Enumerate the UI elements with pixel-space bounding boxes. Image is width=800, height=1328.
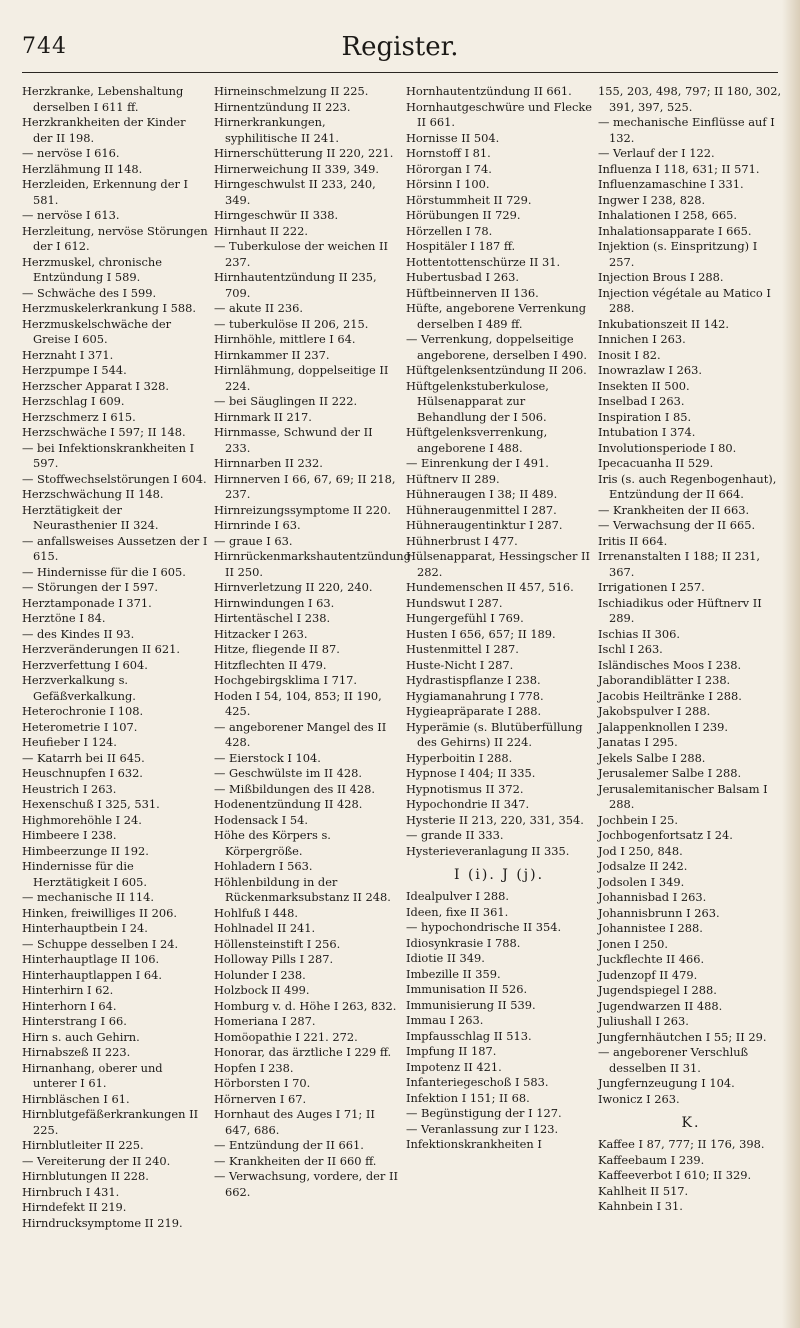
index-entry: Hinterstrang I 66. [22,1014,127,1028]
index-entry: Hundemenschen II 457, 516. [406,580,574,594]
index-entry: Hörzellen I 78. [406,223,493,238]
header-rule [22,72,778,73]
index-entry: Inkubationszeit II 142. [598,316,729,331]
index-entry: Jonen I 250. [598,936,668,951]
index-entry: Hodensack I 54. [214,812,308,827]
index-entry: Himbeere I 238. [22,828,117,842]
index-entry: Innichen I 263. [598,332,686,346]
index-entry: Inhalationsapparate I 665. [598,223,752,238]
index-entry: Hirnnarben II 232. [214,456,323,470]
index-column-4 [598,84,782,1215]
index-entry: — Schwäche des I 599. [22,285,157,300]
index-entry: 155, 203, 498, 797; II 180, 302, 391, 397, 525. [598,84,782,114]
index-entry: Husten I 656, 657; II 189. [406,626,556,641]
index-entry: Hühneraugentinktur I 287. [406,518,563,532]
index-entry: Hitze, fliegende II 87. [214,642,340,656]
index-entry: Herzschlag I 609. [22,394,125,408]
index-entry: Herzscher Apparat I 328. [22,378,170,393]
page-number: 744 [22,34,67,59]
index-entry: Herznaht I 371. [22,347,114,362]
index-entry: Hospitäler I 187 ff. [406,239,516,253]
index-entry: Herztätigkeit der Neurasthenier II 324. [22,502,159,532]
index-entry: Judenzopf II 479. [598,967,698,982]
index-entry: Hirneinschmelzung II 225. [214,84,369,98]
index-entry: Kaffeeverbot I 610; II 329. [598,1168,752,1182]
index-entry: Herzschwäche I 597; II 148. [22,425,186,439]
index-entry: — bei Säuglingen II 222. [214,394,358,408]
index-entry: Infektionskrankheiten I [406,1137,542,1151]
index-entry: — Tuberkulose der weichen II 237. [214,239,389,269]
index-entry: Holunder I 238. [214,967,306,982]
index-entry: Hühneraugenmittel I 287. [406,502,557,517]
index-entry: Hinken, freiwilliges II 206. [22,905,177,920]
index-entry: Heuschnupfen I 632. [22,766,143,780]
index-entry: Hornisse II 504. [406,130,500,145]
index-entry: Himbeerzunge II 192. [22,843,149,858]
index-entry: Hirngeschwulst II 233, 240, 349. [214,177,376,207]
index-entry: Herzmuskel, chronische Entzündung I 589. [22,254,162,284]
index-entry: Hirnbruch I 431. [22,1184,120,1199]
index-entry: Herztöne I 84. [22,611,106,625]
index-entry: Heufieber I 124. [22,735,117,749]
index-entry: Homeriana I 287. [214,1014,316,1028]
index-entry: Inselbad I 263. [598,394,685,408]
index-entry: Immau I 263. [406,1013,484,1027]
index-entry: — Verwachsung, vordere, der II 662. [214,1169,398,1199]
index-entry: Inowrazlaw I 263. [598,363,702,377]
index-column-3 [406,84,592,1153]
index-entry: Hirndefekt II 219. [22,1200,127,1214]
index-entry: — anfallsweises Aussetzen der I 615. [22,533,208,563]
index-entry: — Begünstigung der I 127. [406,1106,562,1120]
index-entry: Hirnblutleiter II 225. [22,1138,144,1152]
index-entry: Hüftgelenksverrenkung, angeborene I 488. [406,425,548,455]
index-entry: — nervöse I 613. [22,208,120,222]
index-entry: Imbezille II 359. [406,966,501,981]
index-entry: Hüftgelenkstuberkulose, Hülsenapparat zur Behandlung der I 506. [406,378,549,424]
index-entry: Johannisbad I 263. [598,890,707,904]
index-entry: Herzmuskelerkrankung I 588. [22,301,197,315]
index-entry: — Hindernisse für die I 605. [22,564,186,579]
index-entry: Jugendwarzen II 488. [598,998,723,1013]
index-entry: Hirnlähmung, doppelseitige II 224. [214,363,389,393]
index-entry: Hydrastispflanze I 238. [406,673,541,687]
index-entry: Hundswut I 287. [406,595,503,610]
index-entry: — Entzündung der II 661. [214,1138,364,1152]
index-entry: Hyperboitin I 288. [406,750,513,765]
index-entry: Herztamponade I 371. [22,595,152,610]
index-entry: Jaborandiblätter I 238. [598,673,731,687]
index-entry: Infektion I 151; II 68. [406,1090,530,1105]
index-entry: Hühnerbrust I 477. [406,533,518,548]
index-entry: Hirnerkrankungen, syphilitische II 241. [214,115,339,145]
section-heading: I (i). J (j). [453,867,545,883]
index-entry: Involutionsperiode I 80. [598,440,737,455]
index-entry: — mechanische Einflüsse auf I 132. [598,115,775,145]
index-entry: Hirnmark II 217. [214,409,312,424]
index-entry: Hülsenapparat, Hessingscher II 282. [406,549,591,579]
index-entry: — angeborener Verschluß desselben II 31. [598,1045,749,1075]
index-entry: Hyperämie (s. Blutüberfüllung des Gehirns) II 224. [406,719,583,749]
index-entry: Jungfernhäutchen I 55; II 29. [598,1029,767,1044]
index-column-2 [214,84,411,1200]
index-entry: Infanteriegeschoß I 583. [406,1075,549,1089]
index-entry: Hirnverletzung II 220, 240. [214,580,373,594]
index-entry: Ischiadikus oder Hüftnerv II 289. [598,595,762,625]
index-entry: Hygiamanahrung I 778. [406,688,544,703]
index-entry: Hirnnerven I 66, 67, 69; II 218, 237. [214,471,396,501]
index-entry: Höhlenbildung in der Rückenmarksubstanz II 248. [214,874,391,904]
index-entry: — Eierstock I 104. [214,750,321,765]
index-entry: Insekten II 500. [598,378,690,393]
section-heading: K. [681,1115,701,1131]
index-entry: Hirnblutgefäßerkrankungen II 225. [22,1107,199,1137]
index-entry: Herzpumpe I 544. [22,363,127,377]
index-entry: Hypnotismus II 372. [406,781,524,796]
index-entry: Janatas I 295. [598,735,678,749]
index-entry: Injection Brous I 288. [598,270,724,284]
index-entry: Hornhautentzündung II 661. [406,84,572,98]
index-entry: Hüfte, angeborene Verrenkung derselben I 489 ff. [406,301,586,331]
index-entry: Ingwer I 238, 828. [598,192,706,207]
index-entry: — hypochondrische II 354. [406,920,562,934]
index-entry: Hörübungen II 729. [406,208,521,222]
index-entry: Jungfernzeugung I 104. [598,1076,735,1090]
index-entry: — graue I 63. [214,533,293,548]
index-entry: — Einrenkung der I 491. [406,456,549,470]
index-entry: Hirnblutungen II 228. [22,1169,149,1183]
index-entry: Idealpulver I 288. [406,889,509,903]
index-entry: — des Kindes II 93. [22,626,135,641]
index-entry: Immunisierung II 539. [406,997,536,1012]
index-entry: — mechanische II 114. [22,890,154,904]
index-entry: Kaffeebaum I 239. [598,1152,705,1167]
index-entry: Hottentottenschürze II 31. [406,254,561,269]
index-entry: Hirnreizungssymptome II 220. [214,502,391,517]
index-entry: Herzkrankheiten der Kinder der II 198. [22,115,186,145]
index-entry: Iritis II 664. [598,533,668,548]
index-entry: Höhe des Körpers s. Körpergröße. [214,828,331,858]
index-entry: Hornhautgeschwüre und Flecke II 661. [406,99,592,129]
page-title: Register. [341,32,459,62]
index-entry: Honorar, das ärztliche I 229 ff. [214,1045,392,1059]
index-entry: Holzbock II 499. [214,983,310,997]
index-entry: Hypnose I 404; II 335. [406,766,536,780]
index-entry: — Krankheiten der II 663. [598,502,750,517]
index-entry: — akute II 236. [214,301,303,315]
index-entry: Herzverkalkung s. Gefäßverkalkung. [22,673,136,703]
index-entry: Ischl I 263. [598,642,663,656]
index-entry: Ideen, fixe II 361. [406,904,509,919]
index-entry: Hirtentäschel I 238. [214,611,331,625]
index-entry: Johannisbrunn I 263. [598,905,720,920]
index-entry: Hüftnerv II 289. [406,471,500,486]
index-entry: Hüftbeinnerven II 136. [406,285,539,300]
index-entry: Hoden I 54, 104, 853; II 190, 425. [214,688,382,718]
index-entry: Hornhaut des Auges I 71; II 647, 686. [214,1107,375,1137]
index-entry: Hubertusbad I 263. [406,270,519,284]
index-entry: Ipecacuanha II 529. [598,456,714,470]
index-entry: Hitzacker I 263. [214,626,308,641]
index-entry: — Verwachsung der II 665. [598,518,756,532]
index-entry: Hexenschuß I 325, 531. [22,797,160,811]
index-entry: Juliushall I 263. [598,1014,689,1028]
index-entry: Impotenz II 421. [406,1059,502,1074]
index-entry: — Störungen der I 597. [22,580,158,594]
index-entry: Hirn s. auch Gehirn. [22,1029,140,1044]
index-entry: Hirnhautentzündung II 235, 709. [214,270,377,300]
index-entry: Jerusalemer Salbe I 288. [598,766,742,780]
index-entry: Juckflechte II 466. [598,952,705,966]
index-entry: — Verrenkung, doppelseitige angeborene, derselben I 490. [406,332,587,362]
index-entry: Hirnrückenmarkshautentzündung II 250. [214,549,411,579]
index-entry: Hirnwindungen I 63. [214,595,335,610]
index-entry: Impfung II 187. [406,1044,497,1058]
index-entry: Hygieapräparate I 288. [406,704,542,718]
index-entry: Inhalationen I 258, 665. [598,208,737,222]
index-entry: Heterometrie I 107. [22,719,138,734]
index-entry: Hypochondrie II 347. [406,797,530,811]
index-entry: Hirnanhang, oberer und unterer I 61. [22,1060,163,1090]
index-entry: Isländisches Moos I 238. [598,657,742,672]
index-entry: Jerusalemitanischer Balsam I 288. [598,781,768,811]
index-entry: Hungergefühl I 769. [406,611,524,625]
index-entry: Jodsolen I 349. [598,874,685,889]
index-entry: Iwonicz I 263. [598,1091,680,1106]
index-entry: Inspiration I 85. [598,409,692,424]
index-entry: — Verlauf der I 122. [598,146,715,160]
index-entry: Hirnrinde I 63. [214,518,301,532]
index-entry: — Vereiterung der II 240. [22,1153,171,1168]
index-entry: Hitzflechten II 479. [214,657,327,672]
page-edge-shadow [782,0,800,1328]
index-entry: Hysterie II 213, 220, 331, 354. [406,812,584,827]
index-entry: Hodenentzündung II 428. [214,797,363,811]
index-entry: Irrenanstalten I 188; II 231, 367. [598,549,761,579]
index-column-1 [22,84,208,1231]
index-entry: Hirnerweichung II 339, 349. [214,161,379,176]
index-entry: Hohladern I 563. [214,859,313,873]
index-entry: — Krankheiten der II 660 ff. [214,1153,377,1168]
index-entry: Hörorgan I 74. [406,161,492,176]
index-entry: Kahnbein I 31. [598,1199,683,1213]
index-entry: Hirnentzündung II 223. [214,99,351,114]
index-entry: Impfausschlag II 513. [406,1028,532,1043]
index-entry: Hirngeschwür II 338. [214,208,339,222]
index-entry: Herzveränderungen II 621. [22,642,180,656]
index-entry: Hinterhauptbein I 24. [22,921,148,935]
index-entry: Herzmuskelschwäche der Greise I 605. [22,316,172,346]
index-entry: Influenzamaschine I 331. [598,177,744,191]
index-entry: Kaffee I 87, 777; II 176, 398. [598,1137,765,1151]
index-entry: Hinterhauptlage II 106. [22,952,160,966]
index-entry: Idiosynkrasie I 788. [406,935,521,950]
index-entry: Herzschmerz I 615. [22,409,136,424]
index-columns [22,84,782,1314]
index-entry: Injektion (s. Einspritzung) I 257. [598,239,758,269]
index-entry: Hustenmittel I 287. [406,642,519,656]
index-entry: Herzkranke, Lebenshaltung derselben I 611 ff. [22,84,184,114]
index-entry: Hirndrucksymptome II 219. [22,1215,183,1230]
index-entry: Ischias II 306. [598,626,680,641]
index-entry: Hopfen I 238. [214,1060,294,1075]
index-entry: — Mißbildungen des II 428. [214,781,375,796]
index-entry: Hörborsten I 70. [214,1076,311,1090]
index-entry: Iris (s. auch Regenbogenhaut), Entzündung der II 664. [598,471,777,501]
index-entry: Jekels Salbe I 288. [598,750,706,765]
index-entry: Heterochronie I 108. [22,704,144,718]
index-entry: Holloway Pills I 287. [214,952,334,966]
index-entry: Jakobspulver I 288. [598,704,711,718]
index-entry: Inosit I 82. [598,347,661,362]
index-entry: Jod I 250, 848. [598,843,683,858]
index-entry: Jacobis Heiltränke I 288. [598,688,742,703]
index-entry: Immunisation II 526. [406,982,528,996]
index-entry: Hornstoff I 81. [406,146,491,160]
index-entry: Heustrich I 263. [22,781,117,796]
index-entry: Influenza I 118, 631; II 571. [598,161,760,176]
index-entry: Hirnbläschen I 61. [22,1091,130,1106]
index-entry: Injection végétale au Matico I 288. [598,285,771,315]
index-entry: Hohlnadel II 241. [214,921,316,935]
index-entry: Herzlähmung II 148. [22,161,143,176]
index-entry: Idiotie II 349. [406,951,485,965]
index-entry: — nervöse I 616. [22,146,120,160]
index-entry: Herzverfettung I 604. [22,657,148,672]
index-entry: Herzschwächung II 148. [22,487,164,501]
index-entry: — Schuppe desselben I 24. [22,936,179,951]
index-entry: Kahlheit II 517. [598,1183,689,1198]
index-entry: Hindernisse für die Herztätigkeit I 605. [22,859,147,889]
index-entry: — grande II 333. [406,828,504,842]
index-entry: Hühneraugen I 38; II 489. [406,487,558,501]
index-entry: — bei Infektionskrankheiten I 597. [22,440,195,470]
index-entry: Hochgebirgsklima I 717. [214,673,357,687]
index-entry: Homburg v. d. Höhe I 263, 832. [214,998,397,1013]
index-entry: Highmorehöhle I 24. [22,812,142,827]
index-entry: Herzleitung, nervöse Störungen der I 612. [22,223,208,253]
index-entry: — angeborener Mangel des II 428. [214,719,387,749]
index-entry: Jugendspiegel I 288. [598,983,717,997]
index-entry: Hinterhirn I 62. [22,983,114,997]
index-entry: Hirnmasse, Schwund der II 233. [214,425,373,455]
index-entry: Johannistee I 288. [598,921,703,935]
index-entry: Irrigationen I 257. [598,580,705,594]
page-header [22,34,778,64]
index-entry: Homöopathie I 221. 272. [214,1029,358,1044]
index-entry: Hinterhauptlappen I 64. [22,967,162,982]
index-entry: Jodsalze II 242. [598,859,688,873]
index-entry: — Stoffwechselstörungen I 604. [22,471,207,486]
index-entry: Höllensteinstift I 256. [214,936,341,951]
index-entry: Huste-Nicht I 287. [406,657,514,672]
index-entry: Hörsinn I 100. [406,177,490,191]
index-entry: — tuberkulöse II 206, 215. [214,316,369,331]
index-entry: — Veranlassung zur I 123. [406,1121,559,1136]
index-entry: Hinterhorn I 64. [22,998,117,1013]
index-entry: Hirnerschütterung II 220, 221. [214,146,394,160]
index-entry: Hirnabszeß II 223. [22,1045,131,1059]
index-entry: Herzleiden, Erkennung der I 581. [22,177,189,207]
index-entry: Hohlfuß I 448. [214,905,299,920]
index-entry: Hirnkammer II 237. [214,347,330,362]
index-entry: Hysterieveranlagung II 335. [406,843,570,858]
index-entry: Hüftgelenksentzündung II 206. [406,363,587,377]
index-entry: Hirnhaut II 222. [214,223,309,238]
index-entry: Jalappenknollen I 239. [598,719,729,734]
index-entry: Jochbein I 25. [598,812,679,827]
index-entry: — Katarrh bei II 645. [22,750,145,765]
index-entry: — Geschwülste im II 428. [214,766,362,780]
index-entry: Jochbogenfortsatz I 24. [598,828,733,842]
index-entry: Hörnerven I 67. [214,1091,307,1106]
index-entry: Intubation I 374. [598,425,696,439]
index-entry: Hirnhöhle, mittlere I 64. [214,332,356,346]
index-entry: Hörstummheit II 729. [406,192,532,207]
